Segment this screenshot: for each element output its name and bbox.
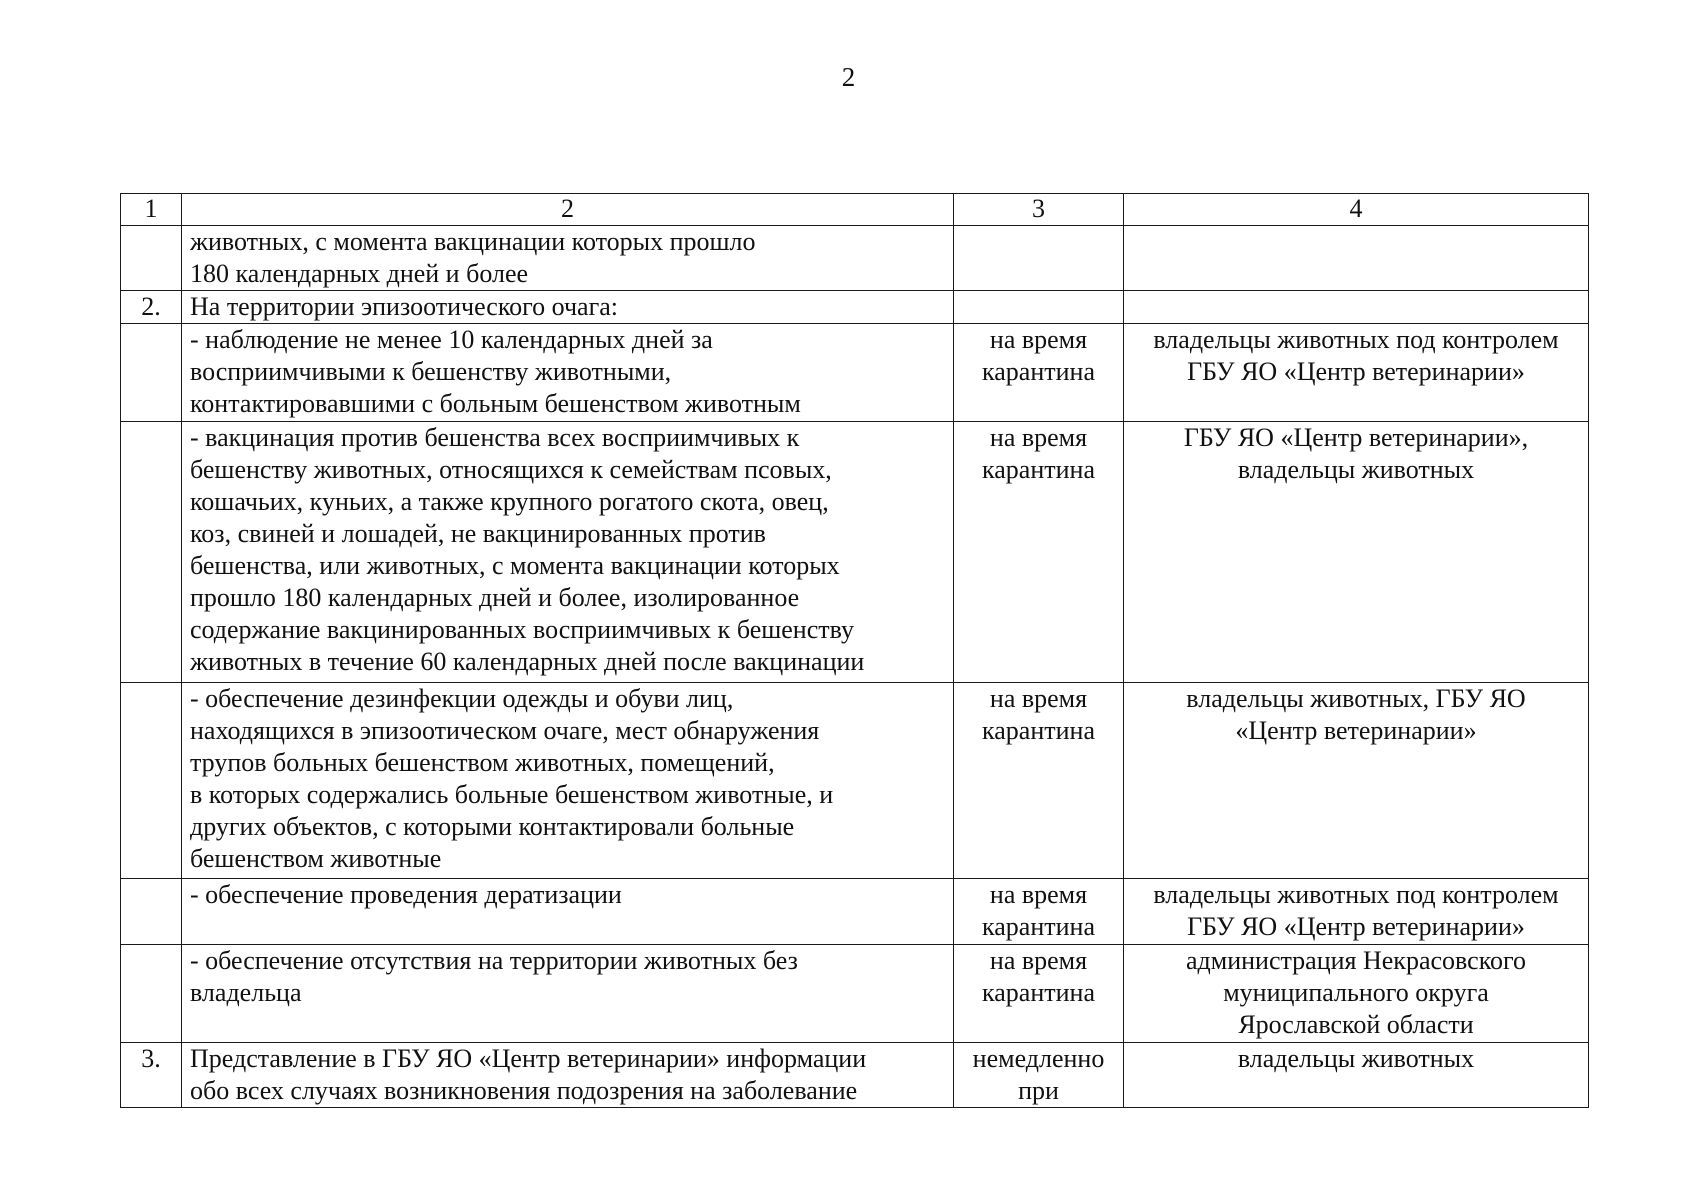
- table-row: [121, 945, 1589, 1043]
- row-number-empty: [121, 683, 182, 879]
- row-number-empty: [121, 879, 182, 945]
- header-col-2: 2: [182, 194, 954, 226]
- measure-text: На территории эпизоотического очага:: [182, 291, 954, 324]
- row-number: [121, 226, 182, 291]
- row-number-empty: [121, 422, 182, 683]
- measure-text: - обеспечение дезинфекции одежды и обуви лиц, находящихся в эпизоотическом очаге, мест обнаружения трупов больных бешенством животных, помещений, в которых содержались больные бешенством животные, и других объектов, с которыми контактировали больные бешенством животные: [182, 683, 954, 879]
- measure-text: - обеспечение проведения дератизации: [182, 879, 954, 945]
- table-header-row: [121, 194, 1589, 226]
- header-col-1: 1: [121, 194, 182, 226]
- table-row: [121, 226, 1589, 291]
- table-row: [121, 422, 1589, 683]
- term-cell: на время карантина: [954, 422, 1124, 683]
- page-number: 2: [841, 62, 856, 92]
- table-row: [121, 291, 1589, 324]
- measure-text: - наблюдение не менее 10 календарных дней за восприимчивыми к бешенству животными, контактировавшими с больным бешенством животным: [182, 324, 954, 422]
- table-row: [121, 324, 1589, 422]
- responsible-cell: [1124, 226, 1589, 291]
- term-cell: [954, 291, 1124, 324]
- term-cell: немедленно при: [954, 1043, 1124, 1108]
- responsible-cell: владельцы животных под контролем ГБУ ЯО «Центр ветеринарии»: [1124, 879, 1589, 945]
- row-number: 3.: [121, 1043, 182, 1108]
- measure-text: - вакцинация против бешенства всех восприимчивых к бешенству животных, относящихся к семействам псовых, кошачьих, куньих, а также крупного рогатого скота, овец, коз, свиней и лошадей, не вакцинированных против бешенства, или животных, с момента вакцинации которых прошло 180 календарных дней и более, изолированное содержание вакцинированных восприимчивых к бешенству животных в течение 60 календарных дней после вакцинации: [182, 422, 954, 683]
- table-row: [121, 683, 1589, 879]
- table-row: [121, 879, 1589, 945]
- term-cell: на время карантина: [954, 324, 1124, 422]
- term-cell: на время карантина: [954, 879, 1124, 945]
- measures-table: [120, 193, 1589, 1108]
- term-cell: [954, 226, 1124, 291]
- measure-text: Представление в ГБУ ЯО «Центр ветеринарии» информации обо всех случаях возникновения подозрения на заболевание: [182, 1043, 954, 1108]
- responsible-cell: владельцы животных под контролем ГБУ ЯО «Центр ветеринарии»: [1124, 324, 1589, 422]
- responsible-cell: [1124, 291, 1589, 324]
- term-cell: на время карантина: [954, 683, 1124, 879]
- measure-text: животных, с момента вакцинации которых прошло 180 календарных дней и более: [182, 226, 954, 291]
- header-col-3: 3: [954, 194, 1124, 226]
- header-col-4: 4: [1124, 194, 1589, 226]
- responsible-cell: администрация Некрасовского муниципального округа Ярославской области: [1124, 945, 1589, 1043]
- table-row: [121, 1043, 1589, 1108]
- measure-text: - обеспечение отсутствия на территории животных без владельца: [182, 945, 954, 1043]
- row-number: 2.: [121, 291, 182, 324]
- row-number-empty: [121, 945, 182, 1043]
- responsible-cell: ГБУ ЯО «Центр ветеринарии», владельцы животных: [1124, 422, 1589, 683]
- responsible-cell: владельцы животных: [1124, 1043, 1589, 1108]
- row-number-empty: [121, 324, 182, 422]
- term-cell: на время карантина: [954, 945, 1124, 1043]
- responsible-cell: владельцы животных, ГБУ ЯО «Центр ветеринарии»: [1124, 683, 1589, 879]
